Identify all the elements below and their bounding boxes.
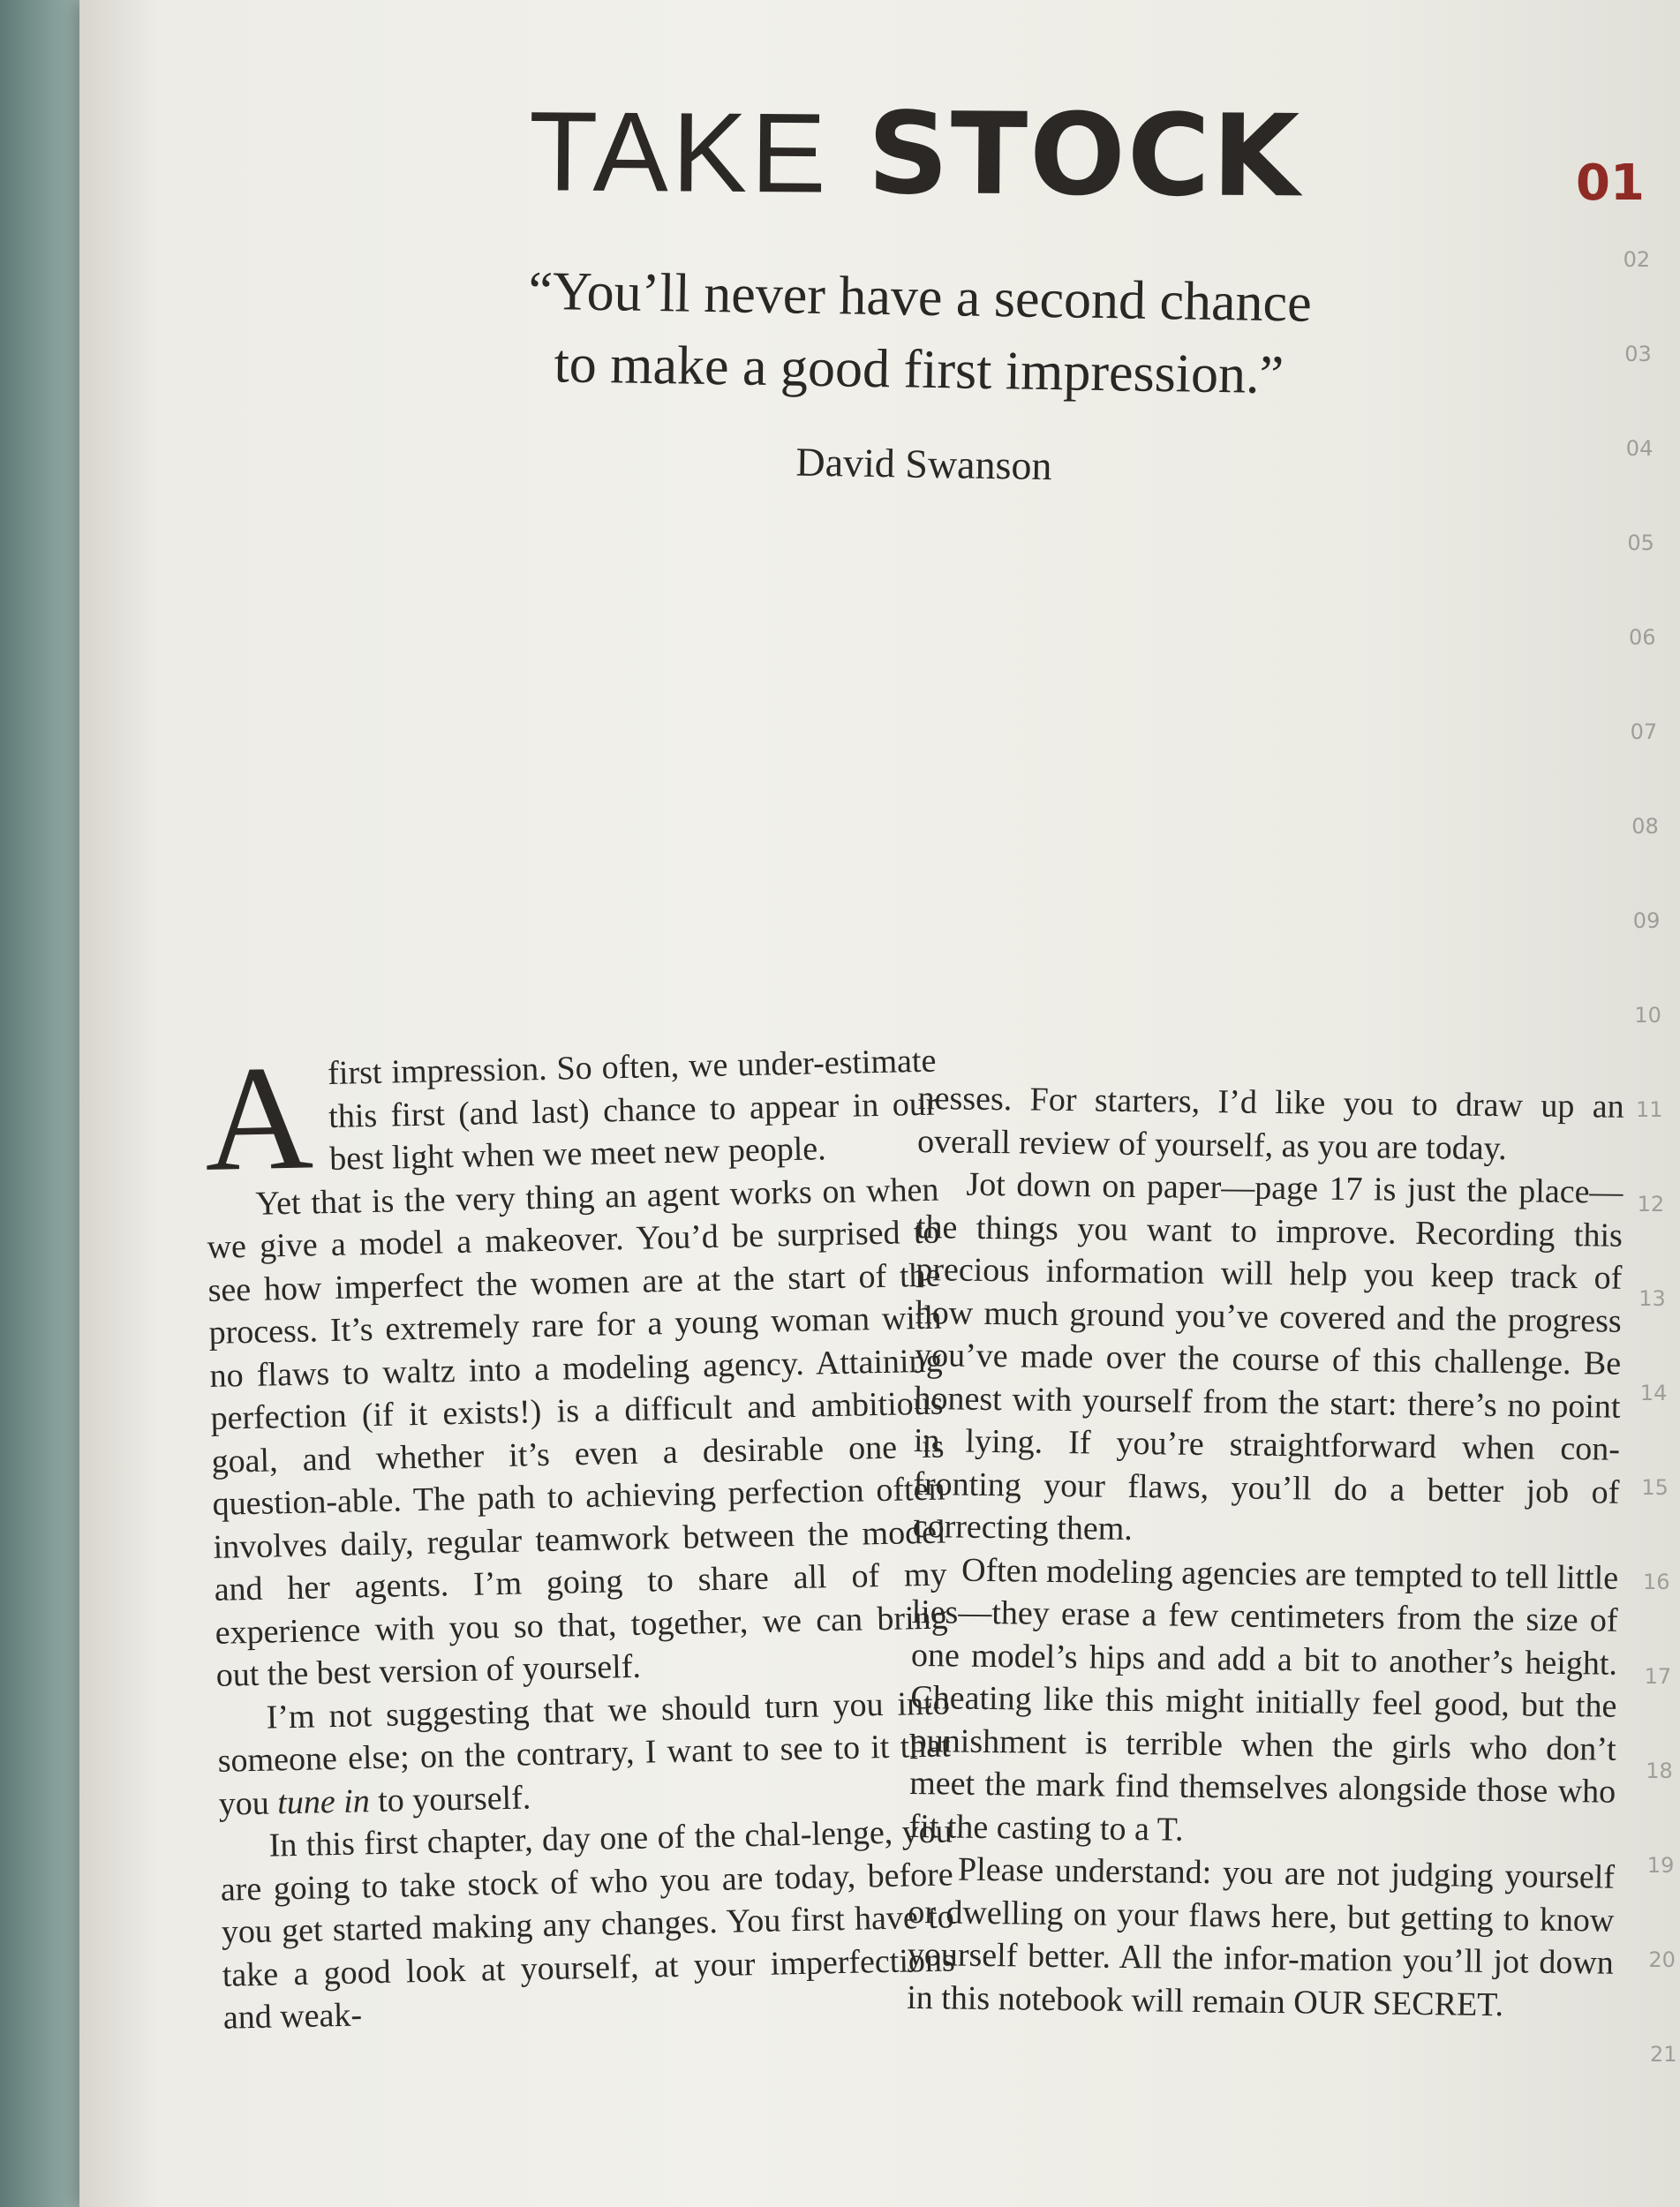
- paragraph-text: first impression. So often, we under-estimate this first (and last) chance to appear in our best light when we meet new people.: [327, 1042, 938, 1179]
- paragraph: Yet that is the very thing an agent works on when we give a model a makeover. You’d be surprised to see how imperfect the women are at the start of the process. It’s extremely rare for a young woman with no flaws to waltz into a modeling agency. Attaining perfection (if it exists!) is a difficult and ambitious goal, and whether it’s even a desirable one is question-able. The path to achieving perfection often involves daily, regular teamwork between the model and her agents. I’m going to share all of my experience with you so that, together, we can bring out the best version of yourself.: [207, 1171, 948, 1694]
- chapter-index-item: 04: [1625, 436, 1654, 461]
- paragraph: Please understand: you are not judging yourself or dwelling on your flaws here, but getting to know yourself better. All the infor-mation you’ll jot down in this notebook will remain OUR SECRET.: [907, 1850, 1616, 2023]
- quote-line-1: “You’ll never have a second chance: [528, 260, 1313, 334]
- chapter-index-item: 11: [1636, 1097, 1663, 1122]
- body-column-right: [907, 1077, 1624, 2028]
- chapter-index-item: 18: [1646, 1759, 1673, 1783]
- chapter-index-item: 15: [1641, 1475, 1669, 1500]
- chapter-index-item: 08: [1631, 814, 1659, 839]
- chapter-index-item: 01: [1576, 154, 1645, 212]
- quote-line-2: to make a good first impression.”: [554, 334, 1284, 406]
- chapter-index-item: 21: [1650, 2042, 1677, 2067]
- paragraph: In this first chapter, day one of the chal-lenge, you are going to take stock of who you are today, before you get started making any changes. You first have to take a good look at yourself, at your imperfections and weak-: [220, 1812, 956, 2037]
- chapter-index-item: 06: [1629, 625, 1656, 650]
- paragraph: Often modeling agencies are tempted to tell little lies—they erase a few centimeters from the size of one model’s hips and add a bit to another’s height. Cheating like this might initially feel good, but the punishment is terrible when the girls who don’t meet the mark find themselves alongside those who fit the casting to a T.: [908, 1551, 1619, 1849]
- body-column-left: [202, 1034, 956, 2040]
- italic-text: tune in: [276, 1781, 371, 1821]
- paragraph-text: I’m not suggesting that we should turn you into someone else; on the contrary, I want to see to it that you: [217, 1683, 952, 1823]
- chapter-index-item: 12: [1637, 1192, 1665, 1216]
- chapter-index-item: 02: [1623, 247, 1651, 272]
- chapter-index-item: 05: [1627, 531, 1654, 555]
- quote-author: David Swanson: [795, 439, 1052, 489]
- chapter-index-item: 07: [1630, 719, 1658, 744]
- paragraph: nesses. For starters, I’d like you to draw up an overall review of yourself, as you are today.: [916, 1079, 1624, 1167]
- epigraph-quote: [79, 248, 1680, 418]
- paragraph: [216, 1682, 952, 1826]
- chapter-index-item: 03: [1624, 342, 1652, 366]
- paragraph-text: to yourself.: [369, 1778, 531, 1819]
- book-page: [79, 0, 1680, 2207]
- chapter-title: [79, 83, 1680, 226]
- chapter-index-item: 13: [1639, 1286, 1666, 1311]
- drop-cap: A: [202, 1034, 315, 1202]
- chapter-index-item: 16: [1643, 1570, 1670, 1594]
- chapter-index-item: 14: [1639, 1381, 1668, 1405]
- chapter-index-item: 20: [1648, 1947, 1676, 1972]
- paragraph: [202, 1034, 938, 1202]
- chapter-index-item: 10: [1634, 1003, 1661, 1028]
- chapter-index-item: 17: [1644, 1664, 1672, 1689]
- chapter-index-item: 19: [1646, 1853, 1675, 1878]
- chapter-title-bold: STOCK: [867, 87, 1302, 223]
- chapter-index-item: 09: [1632, 908, 1661, 933]
- chapter-title-light: TAKE: [528, 88, 831, 217]
- paragraph: Jot down on paper—page 17 is just the place—the things you want to improve. Recording this precious information will help you keep track of how much ground you’ve covered and the progress you’ve made over the course of this challenge. Be honest with yourself from the start: there’s no point in lying. If you’re straightforward when con-fronting your flaws, you’ll do a better job of correcting them.: [912, 1165, 1623, 1548]
